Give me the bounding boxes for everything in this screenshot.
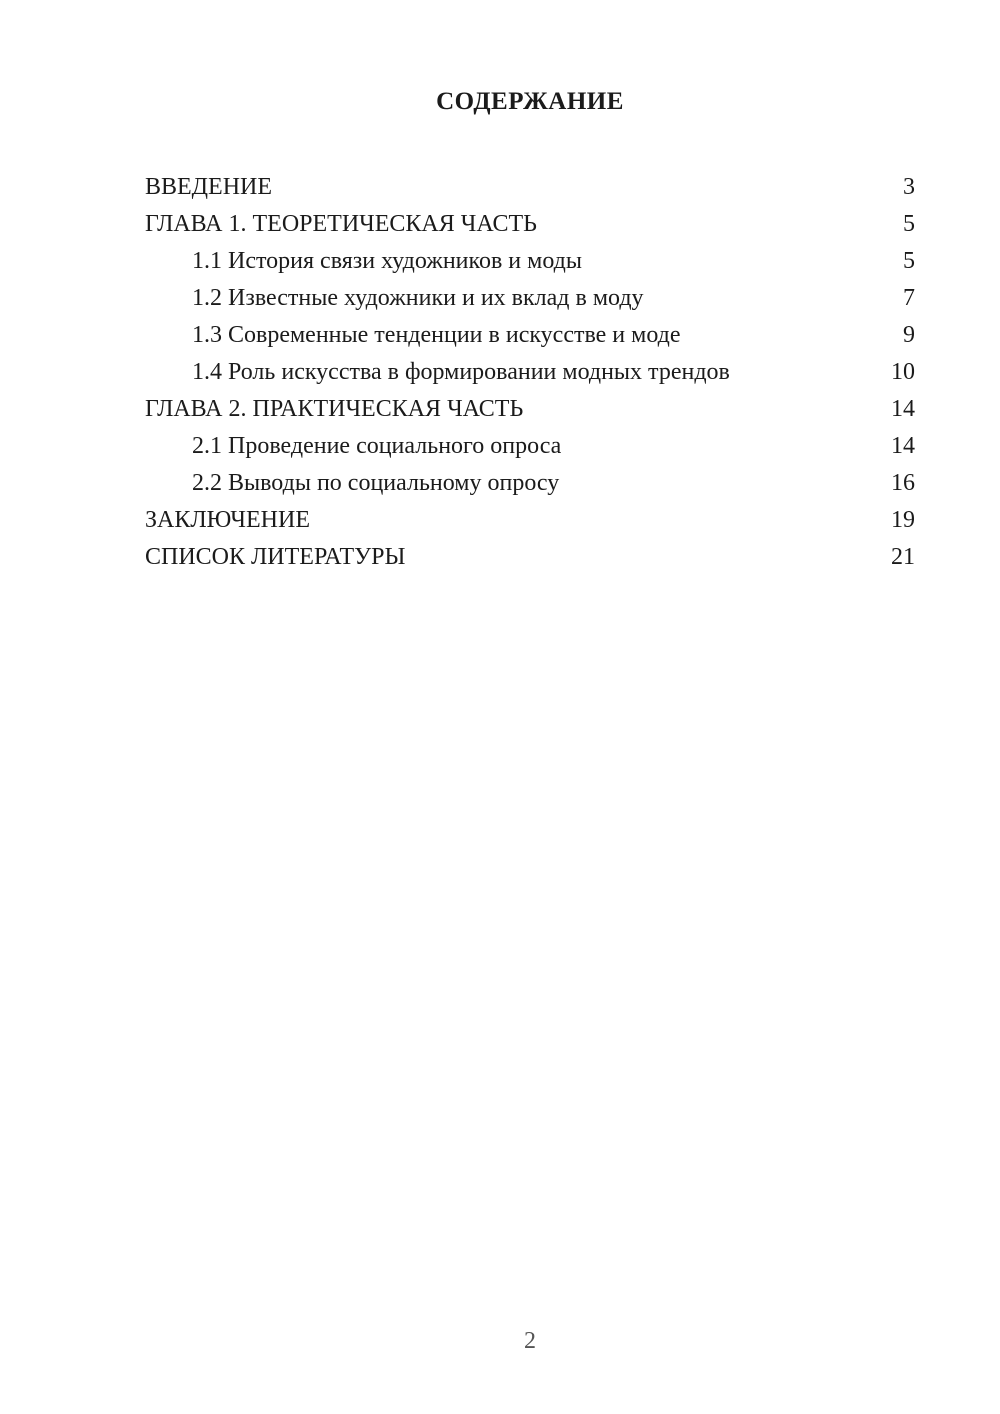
toc-entry-page: 3 (903, 173, 915, 200)
toc-entry-page: 19 (891, 506, 915, 533)
toc-entry (145, 280, 915, 317)
toc-entry (145, 243, 915, 280)
page-content (145, 0, 915, 576)
toc-entry-label: 1.4 Роль искусства в формировании модных трендов (192, 358, 730, 385)
toc-entry-page: 14 (891, 395, 915, 422)
toc-entry (145, 391, 915, 428)
toc-entry-label: 1.2 Известные художники и их вклад в моду (192, 284, 644, 311)
page-number: 2 (524, 1328, 536, 1354)
toc-entry-page: 10 (891, 358, 915, 385)
toc-entry-label: ГЛАВА 1. ТЕОРЕТИЧЕСКАЯ ЧАСТЬ (145, 210, 537, 237)
toc-entry (145, 354, 915, 391)
toc-entry-label: ЗАКЛЮЧЕНИЕ (145, 506, 310, 533)
toc-entry-label: 2.1 Проведение социального опроса (192, 432, 562, 459)
toc-entry-page: 5 (903, 247, 915, 274)
page-title: СОДЕРЖАНИЕ (436, 88, 624, 115)
toc-entry-label: СПИСОК ЛИТЕРАТУРЫ (145, 543, 406, 570)
toc-entry-label: 2.2 Выводы по социальному опросу (192, 469, 560, 496)
toc-entry (145, 428, 915, 465)
toc-entry-page: 9 (903, 321, 915, 348)
toc-entry (145, 539, 915, 576)
toc-entry (145, 169, 915, 206)
toc-entry (145, 502, 915, 539)
toc-entry (145, 317, 915, 354)
toc-entry-label: ГЛАВА 2. ПРАКТИЧЕСКАЯ ЧАСТЬ (145, 395, 524, 422)
toc-entry-page: 7 (903, 284, 915, 311)
toc-entry-page: 21 (891, 543, 915, 570)
table-of-contents (145, 169, 915, 576)
toc-entry (145, 465, 915, 502)
toc-entry-label: 1.1 История связи художников и моды (192, 247, 582, 274)
toc-entry-label: ВВЕДЕНИЕ (145, 173, 273, 200)
toc-entry-page: 16 (891, 469, 915, 496)
toc-entry-page: 14 (891, 432, 915, 459)
toc-entry-label: 1.3 Современные тенденции в искусстве и моде (192, 321, 681, 348)
toc-entry-page: 5 (903, 210, 915, 237)
toc-entry (145, 206, 915, 243)
